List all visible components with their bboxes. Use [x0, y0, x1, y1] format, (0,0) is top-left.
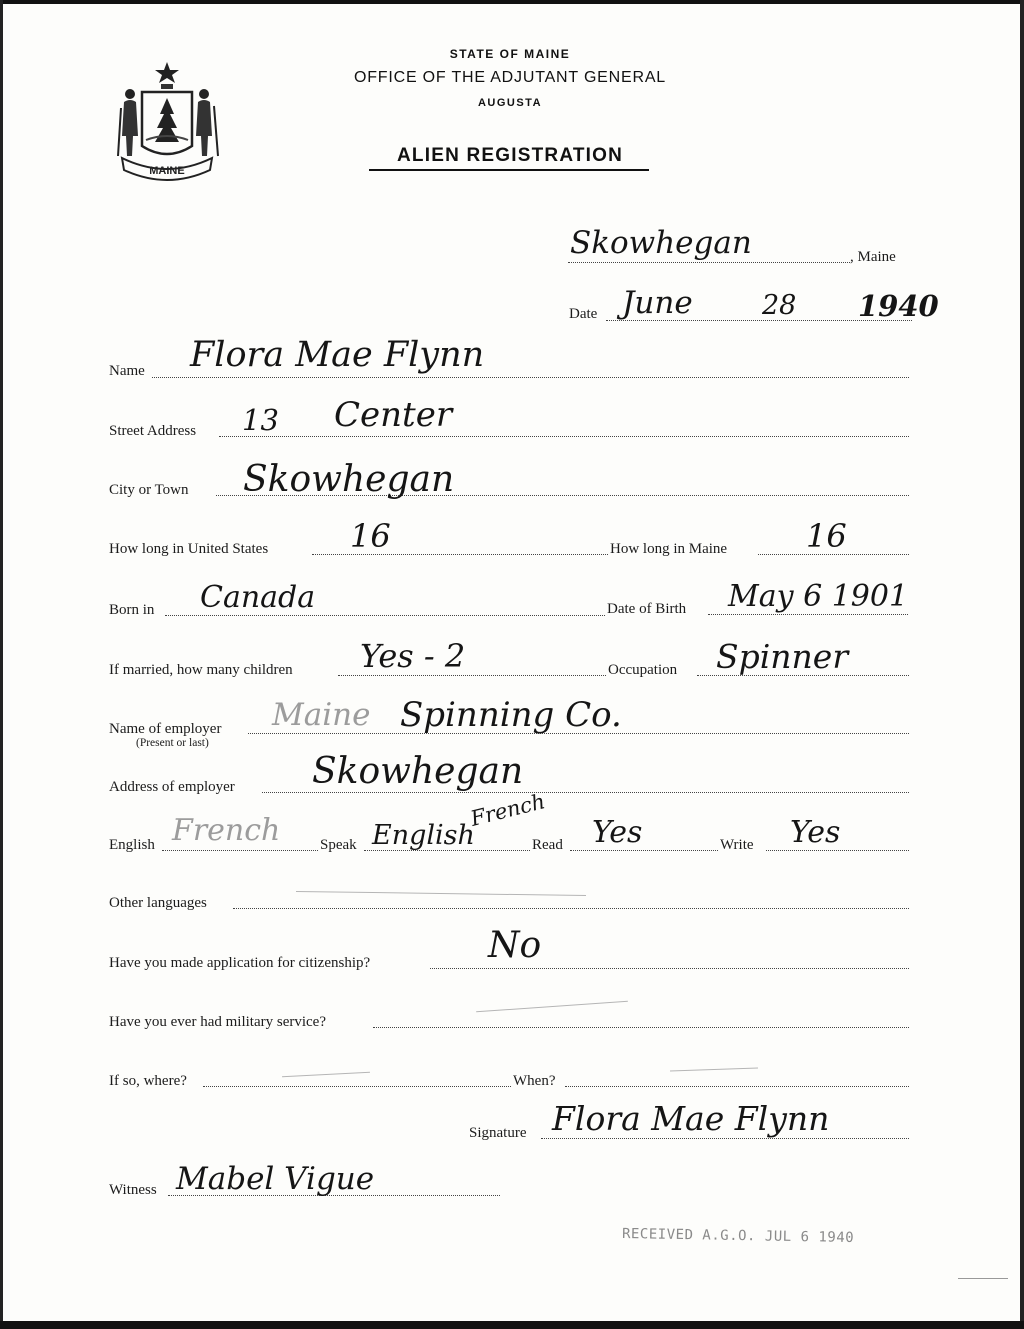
stamp-edge-mark: [958, 1278, 1008, 1279]
when-label: When?: [513, 1073, 556, 1089]
header-state: STATE OF MAINE: [449, 47, 571, 61]
citizenship-label: Have you made application for citizenship?: [109, 955, 371, 971]
header-office: OFFICE OF THE ADJUTANT GENERAL: [353, 69, 667, 86]
header-city: AUGUSTA: [477, 97, 543, 109]
write-entry: Yes: [790, 815, 841, 850]
other-languages-pencil-stroke: [296, 891, 586, 896]
how-long-us-entry: 16: [350, 517, 391, 555]
english-line: [162, 850, 318, 851]
date-label: Date: [569, 306, 598, 322]
english-entry: French: [172, 813, 281, 848]
married-label: If married, how many children: [109, 662, 293, 678]
city-entry: Skowhegan: [243, 459, 455, 500]
signature-entry: Flora Mae Flynn: [552, 1099, 830, 1138]
maine-state-seal-icon: [112, 58, 222, 188]
born-in-entry: Canada: [200, 580, 316, 615]
name-line: [152, 377, 909, 378]
how-long-us-label: How long in United States: [109, 541, 269, 557]
born-in-label: Born in: [109, 602, 155, 618]
other-languages-line: [233, 908, 909, 909]
citizenship-line: [430, 968, 909, 969]
born-in-line: [165, 615, 605, 616]
when-line: [565, 1086, 909, 1087]
read-line: [570, 850, 718, 851]
employer-label: Name of employer: [109, 721, 222, 737]
place-entry: Skowhegan: [570, 225, 752, 261]
read-label: Read: [532, 837, 563, 853]
street-address-line: [219, 436, 909, 437]
where-pencil-stroke: [282, 1072, 370, 1078]
employer-address-line: [262, 792, 909, 793]
military-pencil-stroke: [476, 1001, 628, 1013]
received-stamp: RECEIVED A.G.O. JUL 6 1940: [621, 1225, 855, 1247]
dob-line: [708, 614, 908, 615]
employer-sub-label: (Present or last): [136, 737, 209, 749]
street-number-entry: 13: [242, 403, 279, 437]
employer-faint-entry: Maine: [272, 697, 371, 733]
where-label: If so, where?: [109, 1073, 187, 1089]
married-entry: Yes - 2: [360, 637, 466, 675]
citizenship-entry: No: [488, 925, 542, 966]
name-label: Name: [109, 363, 145, 379]
military-line: [373, 1027, 909, 1028]
when-pencil-stroke: [670, 1067, 758, 1071]
speak-label: Speak: [320, 837, 357, 853]
read-entry: Yes: [592, 815, 643, 850]
dob-entry: May 6 1901: [728, 579, 909, 614]
how-long-maine-entry: 16: [806, 517, 847, 555]
military-label: Have you ever had military service?: [109, 1014, 326, 1030]
title-underline: [369, 169, 649, 171]
write-label: Write: [720, 837, 754, 853]
scan-border-right: [1020, 0, 1024, 1329]
witness-entry: Mabel Vigue: [176, 1161, 375, 1197]
form-title: ALIEN REGISTRATION: [396, 145, 624, 166]
how-long-maine-label: How long in Maine: [610, 541, 728, 557]
scan-border-left: [0, 0, 3, 1329]
scan-border-top: [0, 0, 1024, 4]
write-line: [766, 850, 909, 851]
signature-line: [541, 1138, 909, 1139]
place-suffix-label: , Maine: [850, 249, 896, 265]
dob-label: Date of Birth: [607, 601, 687, 617]
seal-banner-text: MAINE: [149, 165, 185, 177]
speak-extra-entry: French: [468, 789, 548, 831]
occupation-label: Occupation: [608, 662, 678, 678]
city-label: City or Town: [109, 482, 189, 498]
date-year-entry: 1940: [858, 289, 939, 323]
place-line: [568, 262, 850, 263]
where-line: [203, 1086, 511, 1087]
name-entry: Flora Mae Flynn: [190, 335, 485, 375]
scan-border-bottom: [0, 1321, 1024, 1329]
english-label: English: [109, 837, 155, 853]
other-languages-label: Other languages: [109, 895, 207, 911]
employer-address-entry: Skowhegan: [312, 751, 524, 792]
street-name-entry: Center: [334, 395, 453, 435]
signature-label: Signature: [469, 1125, 527, 1141]
street-address-label: Street Address: [109, 423, 197, 439]
speak-entry: English: [372, 820, 475, 851]
date-day-entry: 28: [762, 290, 797, 321]
employer-address-label: Address of employer: [109, 779, 235, 795]
married-line: [338, 675, 606, 676]
occupation-entry: Spinner: [716, 637, 849, 676]
employer-entry: Spinning Co.: [400, 695, 622, 735]
date-month-entry: June: [622, 285, 693, 321]
witness-label: Witness: [109, 1182, 157, 1198]
